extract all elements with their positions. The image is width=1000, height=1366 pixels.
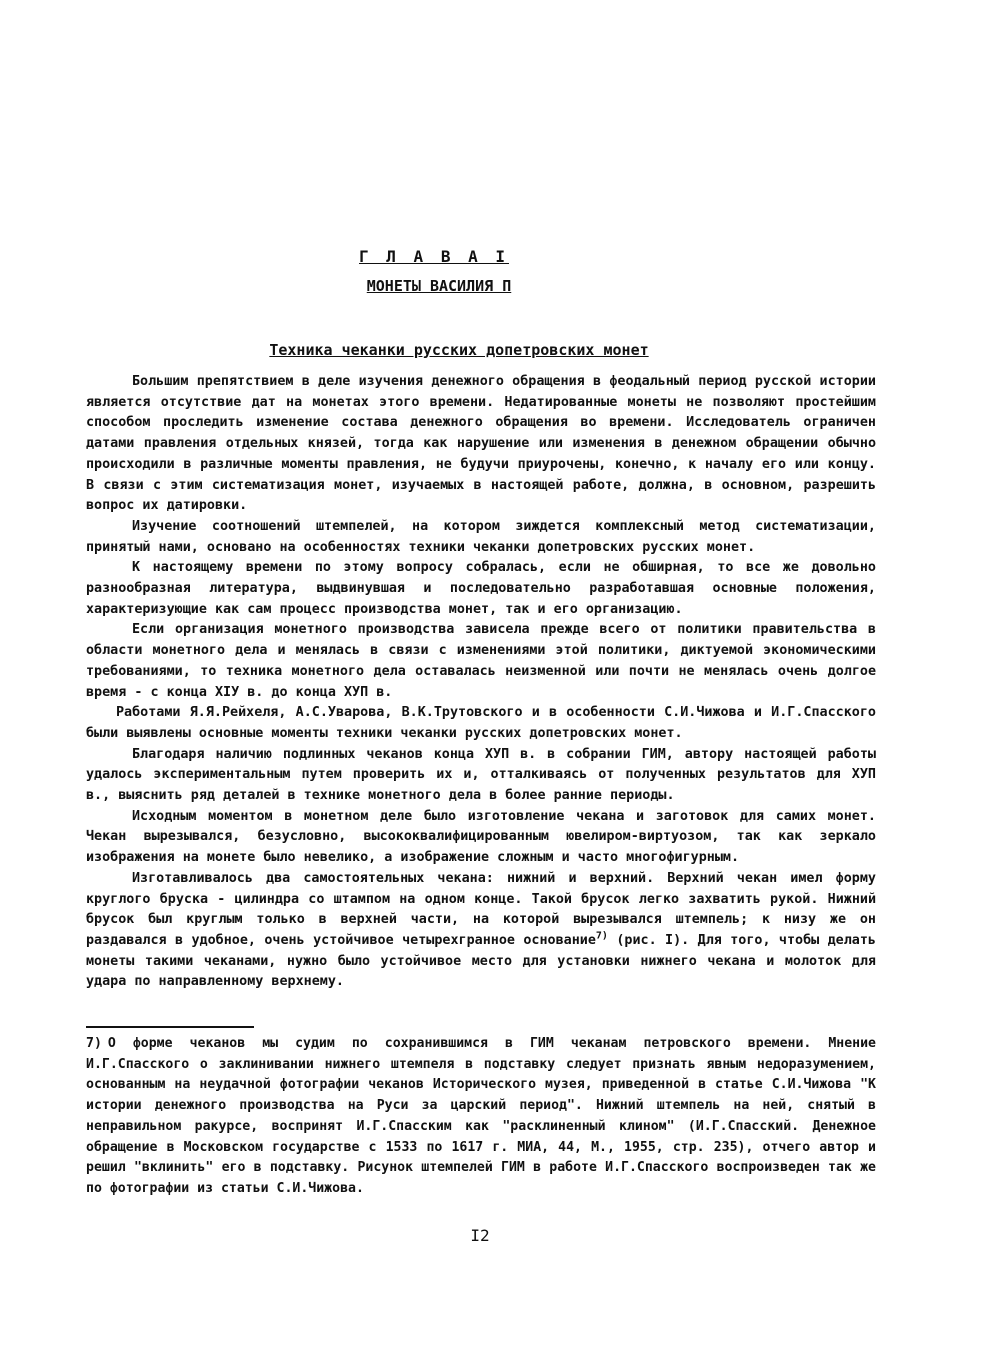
chapter-label: Г Л А В А I bbox=[359, 247, 509, 266]
footnote bbox=[86, 1034, 876, 1200]
footnote-reference: 7) bbox=[595, 930, 608, 942]
footnote-number: 7) bbox=[86, 1036, 102, 1051]
chapter-title: МОНЕТЫ ВАСИЛИЯ П bbox=[366, 277, 512, 295]
paragraph-1: Большим препятствием в деле изучения денежного обращения в феодальный период русской истории является отсутствие дат на монетах этого времени. Недатированные монеты не позволяют простейшим способом проследить изменение состава денежного обращения во времени. Исследователь ограничен датами правления отдельных князей, тогда как нарушение или изменения в денежном обращении обычно происходили в различные моменты правления, не будучи приурочены, конечно, к началу его или концу. В связи с этим систематизация монет, изучаемых в настоящей работе, должна, в основном, разрешить вопрос их датировки. bbox=[86, 374, 876, 514]
paragraph-8-text-start: Изготавливалось два самостоятельных чекана: нижний и верхний. Верхний чекан имел форму круглого бруска - цилиндра со штампом на одном конце. Такой брусок легко захватить рукой. Нижний брусок был круглым только в верхней части, на которой вырезывался штемпель; к низу же он раздавался в удобное, очень устойчивое четырехгранное основание bbox=[86, 870, 876, 948]
page-number: I2 bbox=[470, 1226, 490, 1245]
paragraph-8-text-end: (рис. I). Для того, чтобы делать монеты такими чеканами, нужно было устойчивое место для установки нижнего чекана и молоток для удара по направленному верхнему. bbox=[86, 932, 876, 990]
paragraph-5: Работами Я.Я.Рейхеля, А.С.Уварова, В.К.Трутовского и в особенности С.И.Чижова и И.Г.Спасского были выявлены основные моменты техники чеканки русских допетровских монет. bbox=[86, 705, 876, 741]
paragraph-7: Исходным моментом в монетном деле было изготовление чекана и заготовок для самих монет. Чекан вырезывался, безусловно, высококвалифицированным ювелиром-виртуозом, так как зеркало изображения на монете было невелико, а изображение сложным и часто многофигурным. bbox=[86, 808, 876, 866]
paragraph-6: Благодаря наличию подлинных чеканов конца ХУП в. в собрании ГИМ, автору настоящей работы удалось экспериментальным путем проверить их и, отталкиваясь от полученных результатов для ХУП в., выяснить ряд деталей в технике монетного дела в более ранние периоды. bbox=[86, 746, 876, 804]
paragraph-3: К настоящему времени по этому вопросу собралась, если не обширная, то все же довольно разнообразная литература, выдвинувшая и последовательно разработавшая основные положения, характеризующие как сам процесс производства монет, так и его организацию. bbox=[86, 560, 876, 617]
paragraph-2: Изучение соотношений штемпелей, на котором зиждется комплексный метод систематизации, принятый нами, основано на особенностях техники чеканки допетровских русских монет. bbox=[86, 518, 876, 555]
body-text bbox=[86, 372, 876, 993]
footnote-divider bbox=[86, 1026, 254, 1028]
section-title: Техника чеканки русских допетровских монет bbox=[269, 341, 649, 359]
footnote-text: О форме чеканов мы судим по сохранившимся в ГИМ чеканам петровского времени. Мнение И.Г.Спасского о заклинивании нижнего штемпеля в подставку следует признать явным недоразумением, основанным на неудачной фотографии чеканов Исторического музея, приведенной в статье С.И.Чижова "К истории денежного производства на Руси за царский период". Нижний штемпель на ней, снятый в неправильном ракурсе, воспринят И.Г.Спасским как "расклиненный клином" (И.Г.Спасский. Денежное обращение в Московском государстве с 1533 по 1617 г. МИА, 44, М., 1955, стр. 235), отчего автор и решил "вклинить" его в подставку. Рисунок штемпелей ГИМ в работе И.Г.Спасского воспроизведен так же по фотографии из статьи С.И.Чижова. bbox=[86, 1036, 876, 1196]
paragraph-8 bbox=[86, 869, 876, 993]
paragraph-4: Если организация монетного производства зависела прежде всего от политики правительства в области монетного дела и менялась в связи с изменениями этой политики, диктуемой экономическими требованиями, то техника монетного дела оставалась неизменной или почти не менялась очень долгое время - с конца ХIУ в. до конца ХУП в. bbox=[86, 622, 876, 700]
